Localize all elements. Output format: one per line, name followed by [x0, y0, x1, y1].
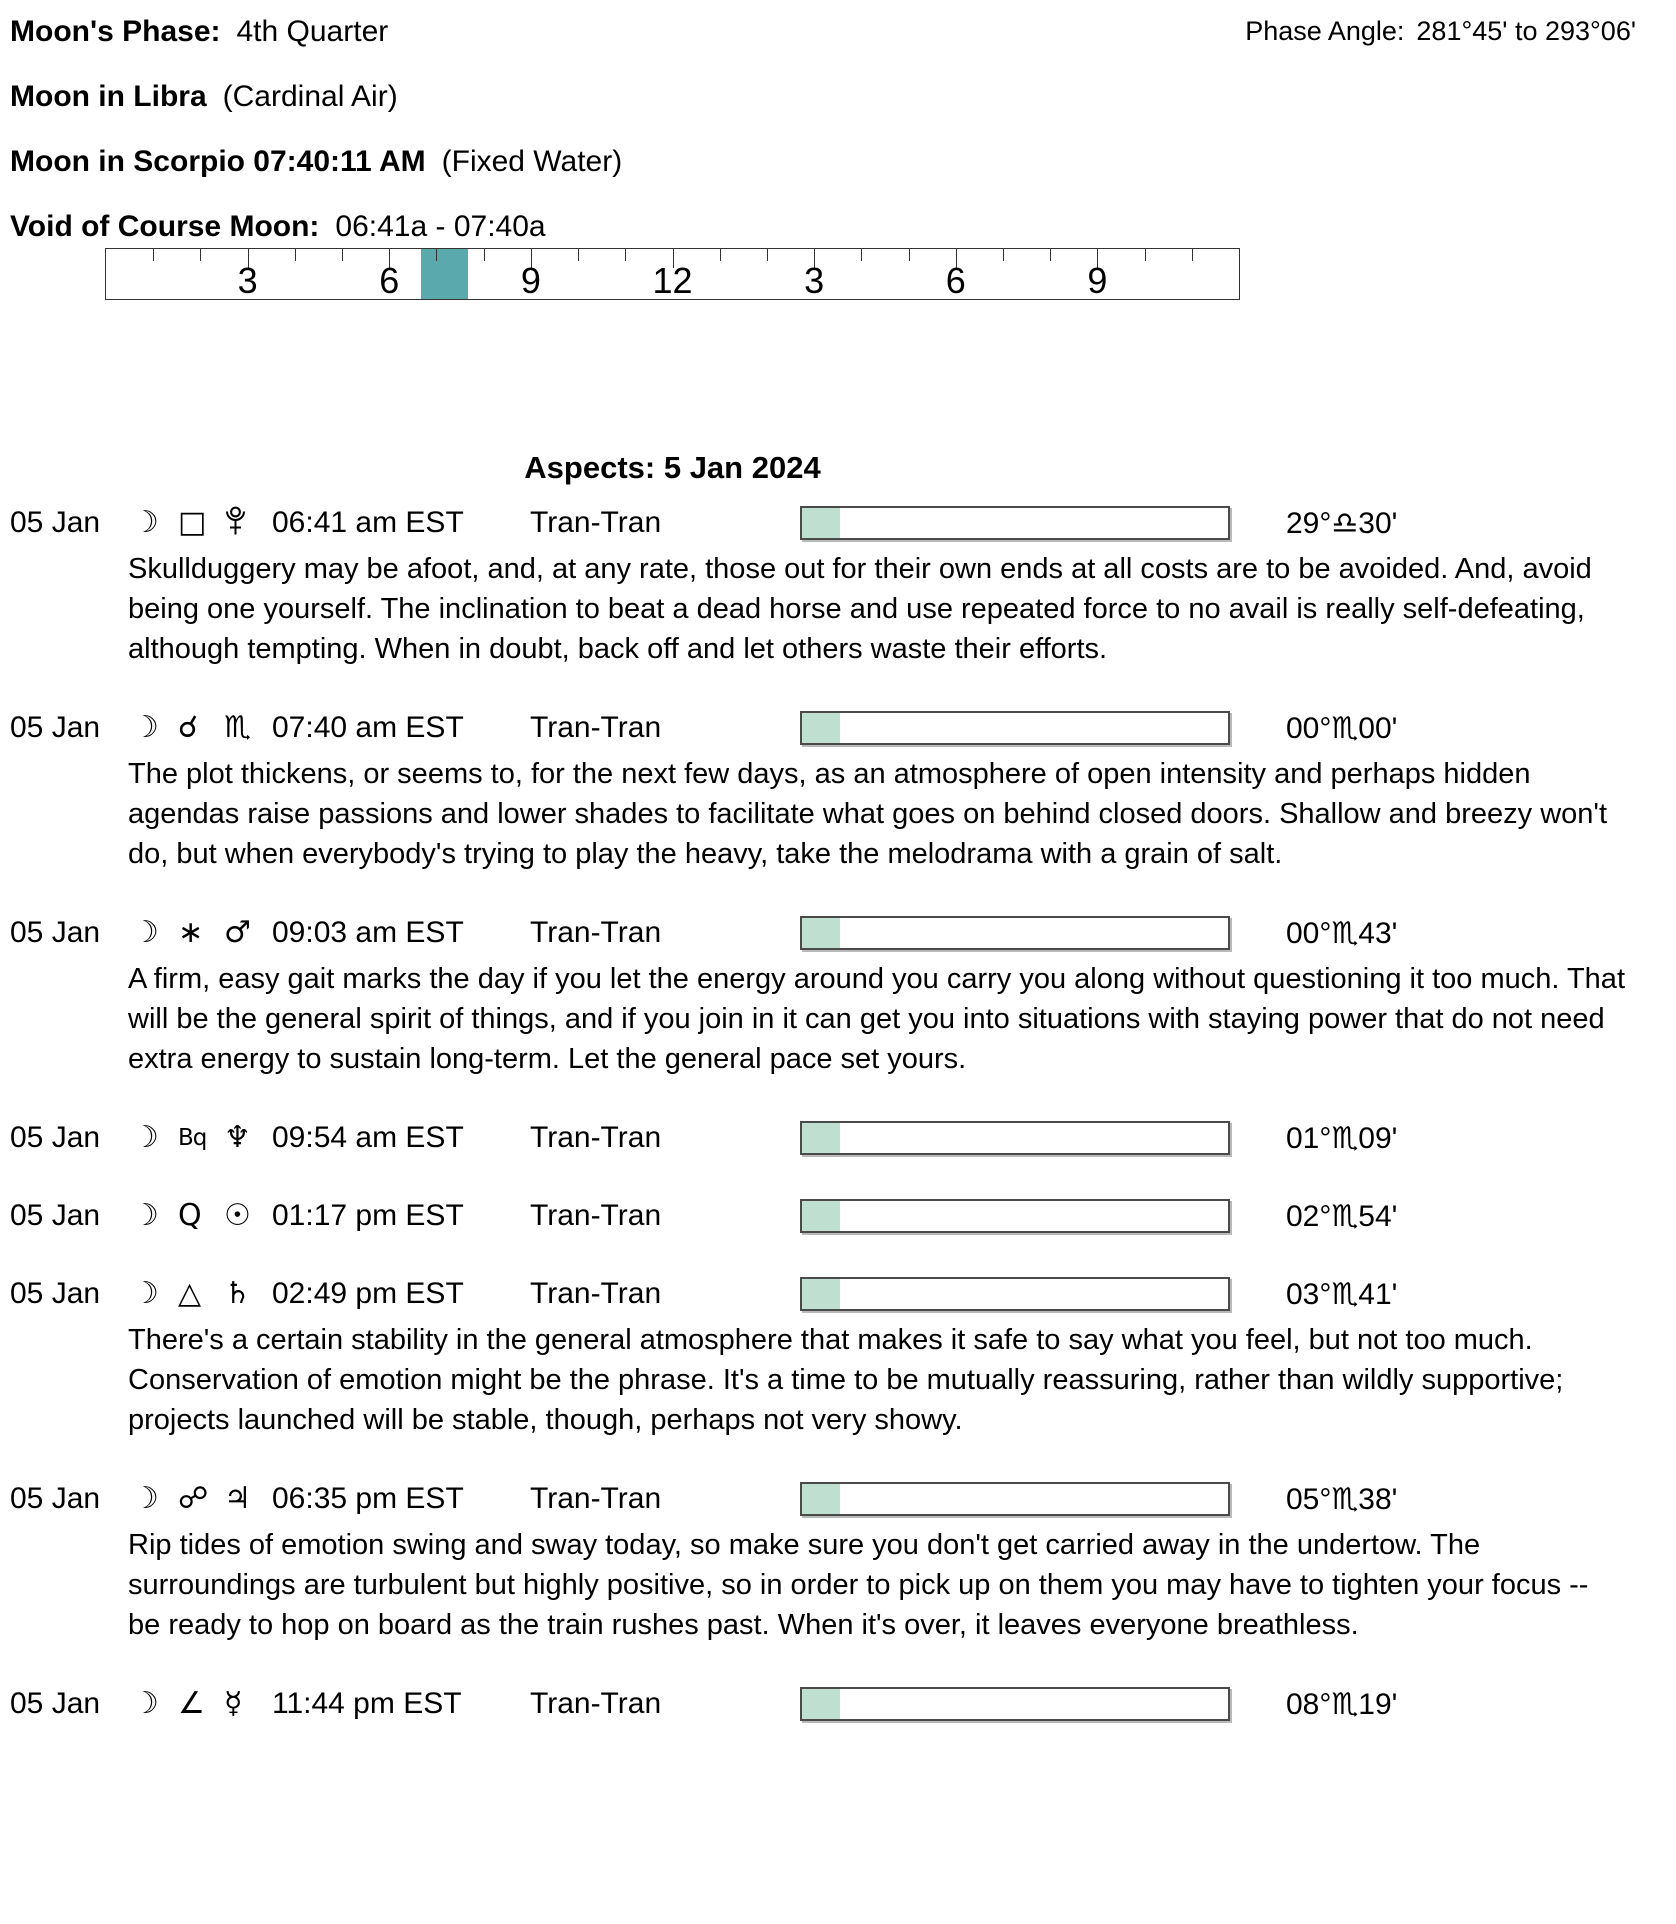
aspect-row: [10, 1197, 1676, 1235]
moon-sign-value: (Cardinal Air): [222, 80, 398, 113]
aspect-progress-bar: [800, 506, 1230, 540]
aspect-type: Tran-Tran: [530, 1687, 662, 1720]
aspect-description: There's a certain stability in the general atmosphere that makes it safe to say what you feel, but not too much. Conservation of emotion might be the phrase. It's a time to be mutually reassuring, rather than wildly supportive; projects launched will be stable, though, perhaps not very showy.: [128, 1324, 1564, 1436]
aspect-symbols: [110, 1483, 272, 1515]
moon-symbol: ☽: [132, 1198, 159, 1233]
aspect-type: Tran-Tran: [530, 1199, 662, 1232]
aspect-row: [10, 1119, 1676, 1157]
aspect-degree: 08°♏19': [1286, 1687, 1398, 1721]
aspect-time: 02:49 pm EST: [272, 1277, 464, 1310]
scorpio-symbol: ♏: [224, 710, 251, 745]
aspect-type: Tran-Tran: [530, 711, 662, 744]
aspect-degree: 00°♏43': [1286, 916, 1398, 950]
hour-label: 12: [652, 260, 693, 301]
pluto-icon: [224, 505, 247, 538]
aspect-row: [10, 1685, 1676, 1723]
pluto-symbol: [224, 505, 270, 541]
aspect-row: [10, 1275, 1676, 1313]
aspect-time: 09:03 am EST: [272, 916, 464, 949]
aspects-title: Aspects: 5 Jan 2024: [524, 450, 821, 485]
hour-label: 9: [1087, 260, 1108, 301]
mars-symbol: ♂: [224, 915, 251, 950]
aspect-row: [10, 1480, 1676, 1518]
biquintile-aspect-symbol: Bq: [178, 1125, 207, 1151]
phase-angle-label: Phase Angle:: [1245, 16, 1405, 46]
moon-sign-line: [10, 79, 1676, 115]
aspect-progress-fill: [802, 508, 840, 538]
aspect-progress-bar: [800, 1277, 1230, 1311]
aspect-time: 06:35 pm EST: [272, 1482, 464, 1515]
aspect-block: [10, 504, 1676, 669]
aspect-time: 01:17 pm EST: [272, 1199, 464, 1232]
sun-symbol: ☉: [224, 1198, 251, 1233]
square-aspect-symbol: □: [178, 505, 207, 540]
moon-sign-label: Moon in Libra: [10, 80, 207, 113]
hour-tick: [625, 249, 626, 261]
aspect-type: Tran-Tran: [530, 1277, 662, 1310]
trine-aspect-symbol: △: [178, 1276, 202, 1311]
moon-symbol: ☽: [132, 1276, 159, 1311]
voc-highlight: [421, 249, 468, 299]
aspect-progress-fill: [802, 1689, 840, 1719]
aspect-block: [10, 1197, 1676, 1235]
aspect-block: [10, 1275, 1676, 1440]
aspect-block: [10, 1685, 1676, 1723]
hour-tick: [484, 249, 485, 261]
aspect-time: 09:54 am EST: [272, 1121, 464, 1154]
hour-tick: [200, 249, 201, 261]
aspect-progress-bar: [800, 1199, 1230, 1233]
semisquare-aspect-symbol: ∠: [178, 1686, 205, 1721]
moon-symbol: ☽: [132, 1120, 159, 1155]
hour-label: 3: [237, 260, 258, 301]
aspect-progress-fill: [802, 1123, 840, 1153]
jupiter-symbol: ♃: [224, 1481, 251, 1516]
hour-tick: [578, 249, 579, 261]
aspect-type: Tran-Tran: [530, 506, 662, 539]
mercury-symbol: ☿: [224, 1686, 243, 1721]
hour-tick: [909, 249, 910, 261]
aspect-description: Skullduggery may be afoot, and, at any rate, those out for their own ends at all costs are to be avoided. And, avoid being one yourself. The inclination to beat a dead horse and use repeated force to no avail is really self-defeating, although tempting. When in doubt, back off and let others waste their efforts.: [128, 553, 1592, 665]
aspect-date: 05 Jan: [10, 916, 101, 949]
hour-tick: [1145, 249, 1146, 261]
moon-symbol: ☽: [132, 1481, 159, 1516]
aspect-progress-bar: [800, 1482, 1230, 1516]
aspect-time: 07:40 am EST: [272, 711, 464, 744]
hour-tick: [153, 249, 154, 261]
aspect-type: Tran-Tran: [530, 916, 662, 949]
aspect-degree: 02°♏54': [1286, 1199, 1398, 1233]
aspect-time: 11:44 pm EST: [272, 1687, 462, 1720]
aspect-date: 05 Jan: [10, 1199, 101, 1232]
aspect-block: [10, 709, 1676, 874]
aspect-degree: 03°♏41': [1286, 1277, 1398, 1311]
moons-phase-value: 4th Quarter: [236, 15, 389, 48]
aspect-degree: 01°♏09': [1286, 1121, 1398, 1155]
aspect-date: 05 Jan: [10, 1482, 101, 1515]
aspect-description: A firm, easy gait marks the day if you let the energy around you carry you along without questioning it too much. That will be the general spirit of things, and if you join in it can get you into situations with staying power that do not need extra energy to sustain long-term. Let the general pace set yours.: [128, 963, 1625, 1075]
moon-symbol: ☽: [132, 710, 159, 745]
aspect-progress-fill: [802, 1279, 840, 1309]
moons-phase-label: Moon's Phase:: [10, 15, 221, 48]
opposition-aspect-symbol: ☍: [178, 1481, 209, 1516]
aspect-progress-bar: [800, 1121, 1230, 1155]
aspect-type: Tran-Tran: [530, 1482, 662, 1515]
aspect-date: 05 Jan: [10, 1121, 101, 1154]
aspect-symbols: [110, 1688, 272, 1720]
phase-angle: [1245, 16, 1636, 47]
moon-symbol: ☽: [132, 915, 159, 950]
aspect-progress-bar: [800, 1687, 1230, 1721]
hour-tick: [1050, 249, 1051, 261]
aspect-description: The plot thickens, or seems to, for the next few days, as an atmosphere of open intensity and perhaps hidden agendas raise passions and lower shades to facilitate what goes on behind closed doors. Shallow and breezy won't do, but when everybody's trying to play the heavy, take the melodrama with a grain of salt.: [128, 758, 1608, 870]
aspect-symbols: [110, 917, 272, 949]
aspect-symbols: [110, 505, 272, 541]
aspect-row: [10, 914, 1676, 952]
aspect-date: 05 Jan: [10, 1277, 101, 1310]
hour-tick: [767, 249, 768, 261]
aspect-type: Tran-Tran: [530, 1121, 662, 1154]
hour-label: 6: [379, 260, 400, 301]
moon-symbol: ☽: [132, 1686, 159, 1721]
phase-angle-value: 281°45' to 293°06': [1416, 16, 1636, 46]
aspect-symbols: [110, 1278, 272, 1310]
aspect-degree: 05°♏38': [1286, 1482, 1398, 1516]
saturn-symbol: ♄: [224, 1276, 251, 1311]
hour-label: 6: [945, 260, 966, 301]
void-of-course-value: 06:41a - 07:40a: [335, 210, 546, 243]
sextile-aspect-symbol: ∗: [178, 915, 204, 950]
conjunction-aspect-symbol: ☌: [178, 710, 199, 745]
aspect-symbols: [110, 1122, 272, 1154]
aspect-symbols: [110, 1200, 272, 1232]
hour-tick: [436, 249, 437, 261]
aspect-date: 05 Jan: [10, 711, 101, 744]
voc-timeline-ruler: [105, 248, 1240, 300]
aspect-block: [10, 914, 1676, 1079]
aspect-row: [10, 504, 1676, 542]
moon-ingress-label: Moon in Scorpio 07:40:11 AM: [10, 145, 426, 178]
aspect-description: Rip tides of emotion swing and sway today, so make sure you don't get carried away in the undertow. The surroundings are turbulent but highly positive, so in order to pick up on them you may have to tighten your focus -- be ready to hop on board as the train rushes past. When it's over, it leaves everyone breathless.: [128, 1529, 1589, 1641]
quintile-aspect-symbol: Q: [178, 1198, 202, 1233]
aspect-progress-bar: [800, 711, 1230, 745]
hour-tick: [1003, 249, 1004, 261]
aspect-time: 06:41 am EST: [272, 506, 464, 539]
hour-label: 3: [804, 260, 825, 301]
hour-tick: [1192, 249, 1193, 261]
void-of-course-line: [10, 209, 1676, 245]
aspect-degree: 00°♏00': [1286, 711, 1398, 745]
aspect-row: [10, 709, 1676, 747]
void-of-course-label: Void of Course Moon:: [10, 210, 320, 243]
aspect-progress-fill: [802, 1201, 840, 1231]
hour-tick: [342, 249, 343, 261]
aspect-symbols: [110, 712, 272, 744]
hour-tick: [720, 249, 721, 261]
moon-ingress-line: [10, 144, 1676, 180]
aspect-date: 05 Jan: [10, 1687, 101, 1720]
aspect-progress-fill: [802, 1484, 840, 1514]
aspect-block: [10, 1480, 1676, 1645]
hour-tick: [295, 249, 296, 261]
hour-tick: [861, 249, 862, 261]
neptune-symbol: ♆: [224, 1120, 251, 1155]
moon-symbol: ☽: [132, 505, 159, 540]
hour-label: 9: [520, 260, 541, 301]
aspect-progress-bar: [800, 916, 1230, 950]
aspect-degree: 29°♎30': [1286, 506, 1398, 540]
aspect-progress-fill: [802, 713, 840, 743]
aspect-date: 05 Jan: [10, 506, 101, 539]
aspect-list: [10, 504, 1676, 1723]
moon-ingress-value: (Fixed Water): [441, 145, 623, 178]
aspect-block: [10, 1119, 1676, 1157]
aspect-progress-fill: [802, 918, 840, 948]
